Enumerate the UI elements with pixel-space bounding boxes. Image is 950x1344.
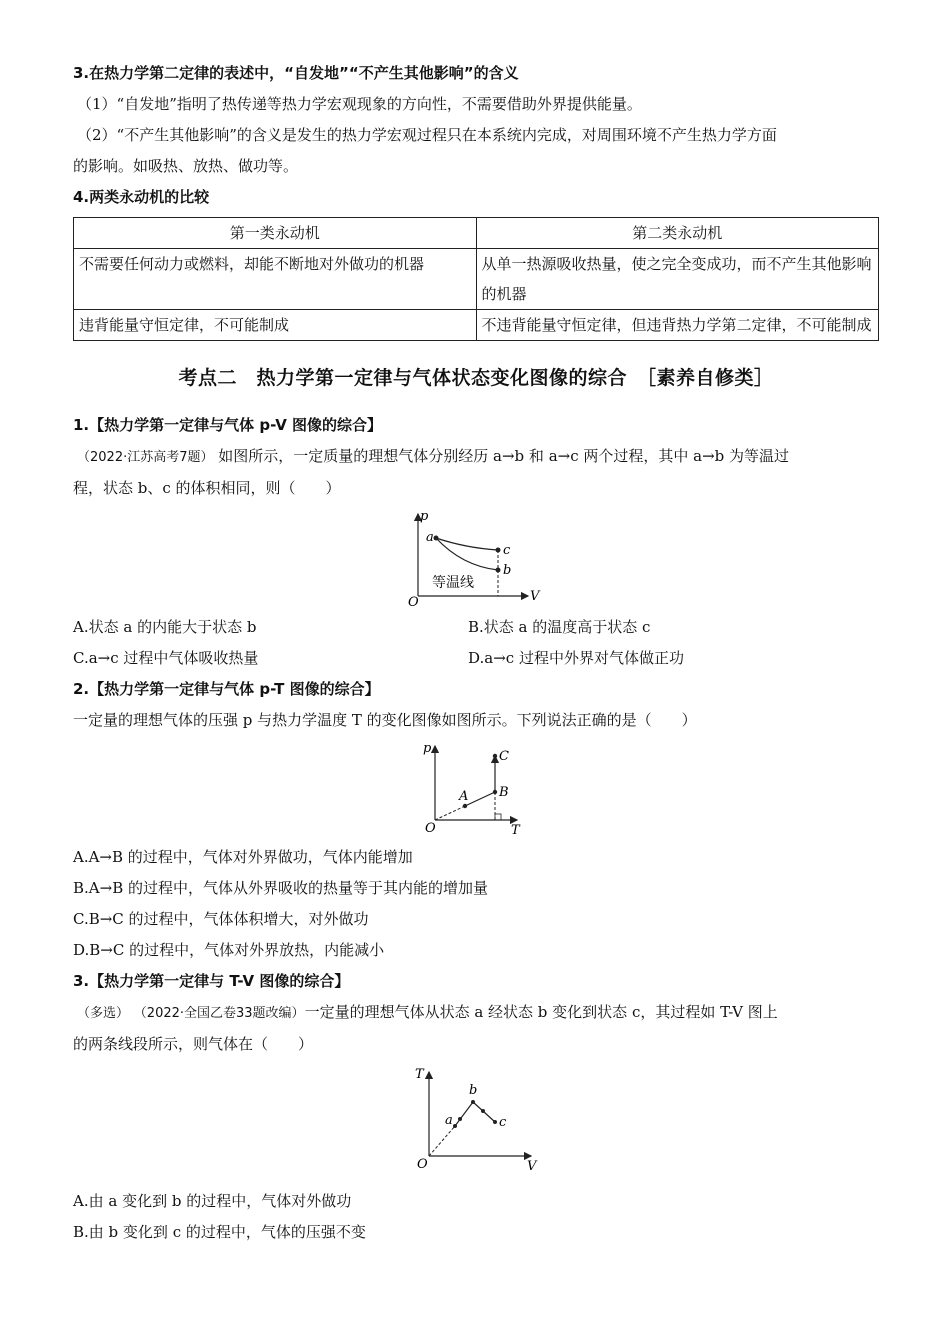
table-cell: 不违背能量守恒定律，但违背热力学第二定律，不可能制成	[476, 310, 879, 341]
q2-point-c	[493, 754, 497, 758]
q3-label-a: a	[445, 1113, 453, 1128]
q3-label-c: c	[499, 1115, 507, 1130]
q1-option-b[interactable]: B.状态 a 的温度高于状态 c	[468, 618, 651, 636]
table-cell: 违背能量守恒定律，不可能制成	[74, 310, 477, 341]
q1-isotherm-curve	[436, 538, 498, 570]
q2-dashed-extension	[435, 806, 465, 820]
q2-option-a[interactable]: A.A→B 的过程中，气体对外界做功，气体内能增加	[73, 848, 413, 866]
point4-title: 4.两类永动机的比较	[73, 188, 210, 206]
q2-right-angle-mark	[495, 814, 501, 820]
q2-origin-label: O	[425, 821, 436, 836]
q2-heading: 2.【热力学第一定律与气体 p-T 图像的综合】	[73, 680, 380, 698]
q1-stem-a: 如图所示，一定质量的理想气体分别经历 a→b 和 a→c 两个过程，其中 a→b 为等温过	[218, 447, 790, 465]
document-page	[73, 58, 879, 1248]
q1-option-d[interactable]: D.a→c 过程中外界对气体做正功	[468, 649, 684, 667]
q1-point-c	[496, 548, 501, 553]
q1-ac-curve	[436, 538, 498, 550]
q1-v-label: V	[530, 589, 540, 604]
q2-label-c: C	[499, 749, 509, 764]
point3-para2a: （2）“不产生其他影响”的含义是发生的热力学宏观过程只在本系统内完成，对周围环境不产生热力学方面	[77, 126, 777, 144]
table-header-cell: 第二类永动机	[476, 218, 879, 249]
q1-source: （2022·江苏高考7题）	[77, 450, 214, 465]
q2-option-d[interactable]: D.B→C 的过程中，气体对外界放热，内能减小	[73, 941, 385, 959]
table-cell: 从单一热源吸收热量，使之完全变成功，而不产生其他影响的机器	[476, 249, 879, 310]
table-row	[74, 249, 879, 310]
q1-point-a	[434, 536, 439, 541]
table-cell: 不需要任何动力或燃料，却能不断地对外做功的机器	[74, 249, 477, 310]
q2-point-a	[463, 804, 467, 808]
q3-origin-label: O	[417, 1157, 428, 1172]
q3-stem-line1	[73, 997, 879, 1029]
table-header-cell: 第一类永动机	[74, 218, 477, 249]
perpetual-motion-table	[73, 217, 879, 341]
q3-tag: （多选）	[77, 1006, 130, 1021]
q2-pt-diagram	[421, 740, 531, 838]
q2-label-a: A	[459, 789, 469, 804]
q1-point-b	[496, 568, 501, 573]
q1-stem-line2: 程，状态 b、c 的体积相同，则（ ）	[73, 479, 341, 497]
q1-label-c: c	[503, 543, 511, 558]
q3-source: （2022·全国乙卷33题改编）	[133, 1006, 305, 1021]
q3-label-b: b	[469, 1083, 478, 1098]
q3-dashed-extension	[429, 1126, 455, 1156]
q2-label-b: B	[499, 785, 509, 800]
q2-option-c[interactable]: C.B→C 的过程中，气体体积增大，对外做功	[73, 910, 369, 928]
q3-segment-ab	[455, 1102, 473, 1126]
q1-p-label: p	[420, 509, 429, 524]
q1-pv-diagram	[406, 508, 546, 608]
q1-heading: 1.【热力学第一定律与气体 p-V 图像的综合】	[73, 416, 383, 434]
q2-stem: 一定量的理想气体的压强 p 与热力学温度 T 的变化图像如图所示。下列说法正确的是（ ）	[73, 711, 697, 729]
q1-isotherm-label: 等温线	[432, 575, 474, 591]
q1-label-a: a	[426, 530, 434, 545]
point3-para1: （1）“自发地”指明了热传递等热力学宏观现象的方向性，不需要借助外界提供能量。	[77, 95, 642, 113]
q3-tv-diagram	[411, 1064, 541, 1176]
q3-stem-a: 一定量的理想气体从状态 a 经状态 b 变化到状态 c，其过程如 T-V 图上	[304, 1003, 778, 1021]
section-title: 考点二 热力学第一定律与气体状态变化图像的综合 ［素养自修类］	[178, 367, 774, 389]
point3-para2b: 的影响。如吸热、放热、做功等。	[73, 157, 299, 175]
q2-point-b	[493, 790, 497, 794]
q2-option-b[interactable]: B.A→B 的过程中，气体从外界吸收的热量等于其内能的增加量	[73, 879, 488, 897]
point3-title: 3.在热力学第二定律的表述中，“自发地”“不产生其他影响”的含义	[73, 64, 519, 82]
q3-option-a[interactable]: A.由 a 变化到 b 的过程中，气体对外做功	[73, 1192, 352, 1210]
q2-p-label: p	[423, 741, 432, 756]
q1-stem-line1	[73, 441, 879, 473]
q2-segment-ab	[465, 792, 495, 806]
q3-stem-line2: 的两条线段所示，则气体在（ ）	[73, 1035, 314, 1053]
q1-option-a[interactable]: A.状态 a 的内能大于状态 b	[73, 618, 257, 636]
q3-point-c	[493, 1120, 497, 1124]
q1-options-row2	[73, 643, 879, 674]
q2-t-label: T	[511, 823, 520, 838]
q1-option-c[interactable]: C.a→c 过程中气体吸收热量	[73, 649, 259, 667]
q3-option-b[interactable]: B.由 b 变化到 c 的过程中，气体的压强不变	[73, 1223, 366, 1241]
q3-t-label: T	[415, 1067, 424, 1082]
q3-v-label: V	[527, 1159, 537, 1174]
q3-mid-point-bc	[481, 1109, 485, 1113]
q3-point-a	[453, 1124, 457, 1128]
q3-point-b	[471, 1100, 475, 1104]
q1-origin-label: O	[408, 595, 419, 608]
table-row	[74, 310, 879, 341]
q3-mid-point-ab	[458, 1117, 462, 1121]
q1-options-row1	[73, 612, 879, 643]
q1-label-b: b	[503, 563, 512, 578]
table-header-row	[74, 218, 879, 249]
q3-heading: 3.【热力学第一定律与 T-V 图像的综合】	[73, 972, 350, 990]
